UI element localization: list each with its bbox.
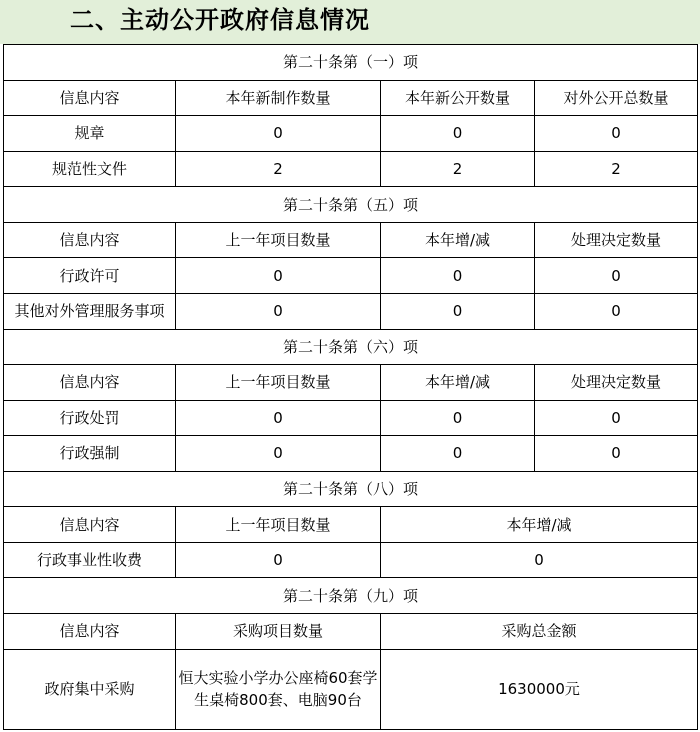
header-cell: 信息内容 (4, 507, 176, 543)
disclosure-table (3, 44, 698, 730)
row-label: 规章 (4, 116, 176, 152)
table-cell: 0 (535, 436, 698, 472)
section-title: 第二十条第（一）项 (4, 45, 698, 81)
row-label: 其他对外管理服务事项 (4, 293, 176, 329)
header-cell: 本年增/减 (381, 222, 535, 258)
header-row (4, 507, 698, 543)
table-row (4, 400, 698, 436)
table-row (4, 258, 698, 294)
table-cell: 2 (535, 151, 698, 187)
header-cell: 处理决定数量 (535, 365, 698, 401)
header-cell: 本年增/减 (381, 365, 535, 401)
section-title-row (4, 471, 698, 507)
row-label: 政府集中采购 (4, 649, 176, 729)
table-cell: 0 (176, 400, 381, 436)
table-cell: 0 (535, 258, 698, 294)
header-cell: 上一年项目数量 (176, 365, 381, 401)
row-label: 规范性文件 (4, 151, 176, 187)
table-row (4, 151, 698, 187)
table-cell: 0 (381, 116, 535, 152)
table-row (4, 436, 698, 472)
row-label: 行政许可 (4, 258, 176, 294)
header-cell: 上一年项目数量 (176, 222, 381, 258)
row-label: 行政强制 (4, 436, 176, 472)
procurement-items-cell: 恒大实验小学办公座椅60套学生桌椅800套、电脑90台 (176, 649, 381, 729)
table-row (4, 649, 698, 729)
section-title: 第二十条第（六）项 (4, 329, 698, 365)
table-cell: 0 (535, 400, 698, 436)
row-label: 行政处罚 (4, 400, 176, 436)
table-cell: 2 (176, 151, 381, 187)
header-row (4, 614, 698, 650)
header-cell: 本年新公开数量 (381, 80, 535, 116)
header-cell: 信息内容 (4, 80, 176, 116)
header-row (4, 365, 698, 401)
table-cell: 0 (176, 258, 381, 294)
header-row (4, 80, 698, 116)
table-cell: 2 (381, 151, 535, 187)
table-cell: 0 (176, 116, 381, 152)
header-row (4, 222, 698, 258)
section-heading: 二、主动公开政府信息情况 (70, 6, 370, 34)
table-cell: 0 (381, 258, 535, 294)
table-row (4, 293, 698, 329)
header-cell: 本年增/减 (381, 507, 698, 543)
table-cell: 0 (535, 116, 698, 152)
table-cell: 0 (176, 542, 381, 578)
table-cell: 0 (176, 293, 381, 329)
row-label: 行政事业性收费 (4, 542, 176, 578)
table-cell: 0 (381, 542, 698, 578)
section-title-row (4, 329, 698, 365)
header-cell: 对外公开总数量 (535, 80, 698, 116)
section-title: 第二十条第（八）项 (4, 471, 698, 507)
table-cell: 0 (176, 436, 381, 472)
table-cell: 0 (381, 436, 535, 472)
header-cell: 本年新制作数量 (176, 80, 381, 116)
table-cell: 0 (381, 400, 535, 436)
section-title: 第二十条第（五）项 (4, 187, 698, 223)
header-cell: 信息内容 (4, 365, 176, 401)
header-cell: 采购项目数量 (176, 614, 381, 650)
section-title: 第二十条第（九）项 (4, 578, 698, 614)
table-row (4, 116, 698, 152)
header-cell: 处理决定数量 (535, 222, 698, 258)
section-title-row (4, 187, 698, 223)
table-cell: 0 (381, 293, 535, 329)
header-cell: 采购总金额 (381, 614, 698, 650)
header-cell: 上一年项目数量 (176, 507, 381, 543)
header-cell: 信息内容 (4, 614, 176, 650)
table-row (4, 542, 698, 578)
header-cell: 信息内容 (4, 222, 176, 258)
table-cell: 0 (535, 293, 698, 329)
section-title-row (4, 578, 698, 614)
procurement-amount-cell: 1630000元 (381, 649, 698, 729)
section-title-row (4, 45, 698, 81)
